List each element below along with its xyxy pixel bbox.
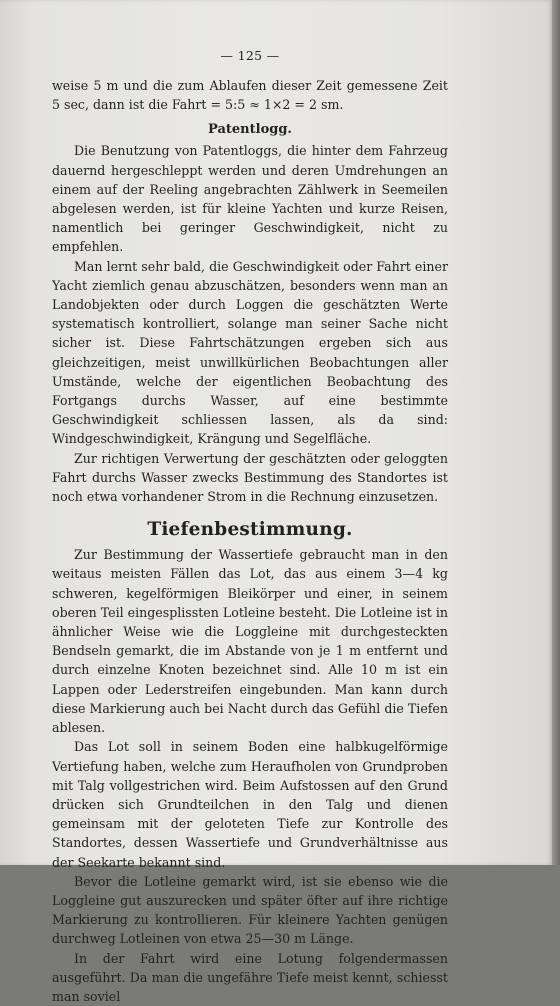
patentlogg-paragraph-2: Man lernt sehr bald, die Geschwindigkeit oder Fahrt einer Yacht ziemlich genau abzuschätzen, besonders wenn man an Landobjekten oder durch Loggen die geschätzten Werte systematisch kontrolliert, solange man seiner Sache nicht sicher ist. Diese Fahrtschätzungen ergeben sich aus gleichzeitigen, meist unwillkürlichen Beobachtungen aller Umstände, welche der eigentlichen Beobachtung des Fortgangs durchs Wasser, auf eine bestimmte Geschwindigkeit schliessen lassen, als da sind: Windgeschwindigkeit, Krängung und Segelfläche. (52, 258, 448, 447)
patentlogg-paragraph-3: Zur richtigen Verwertung der geschätzten oder geloggten Fahrt durchs Wasser zwecks Bestimmung des Standortes ist noch etwa vorhandener Strom in die Rechnung einzusetzen. (52, 450, 448, 505)
book-spine-edge (552, 0, 560, 865)
tiefenbestimmung-paragraph-4: In der Fahrt wird eine Lotung folgendermassen ausgeführt. Da man die ungefähre Tiefe meist kennt, schiesst man soviel (52, 950, 448, 1004)
tiefenbestimmung-paragraph-3: Bevor die Lotleine gemarkt wird, ist sie ebenso wie die Loggleine gut auszurecken und später öfter auf ihre richtige Markierung zu kontrollieren. Für kleinere Yachten genügen durchweg Lotleinen von etwa 25—30 m Länge. (52, 873, 448, 947)
heading-tiefenbestimmung: Tiefenbestimmung. (147, 519, 353, 541)
page-content (52, 46, 448, 1006)
page-number: — 125 — (220, 48, 280, 63)
patentlogg-paragraph-1: Die Benutzung von Patentloggs, die hinter dem Fahrzeug dauernd hergeschleppt werden und deren Umdrehungen an einem auf der Reeling angebrachten Zählwerk in Seemeilen abgelesen werden, ist für kleine Yachten und kurze Reisen, namentlich bei geringer Geschwindigkeit, nicht zu empfehlen. (52, 143, 448, 255)
tiefenbestimmung-paragraph-2: Das Lot soll in seinem Boden eine halbkugelförmige Vertiefung haben, welche zum Heraufholen von Grundproben mit Talg vollgestrichen wird. Beim Aufstossen auf den Grund drücken sich Grundteilchen in den Talg und dienen gemeinsam mit der geloteten Tiefe zur Kontrolle des Standortes, dessen Wassertiefe und Grundverhältnisse aus der Seekarte bekannt sind. (52, 739, 448, 870)
tiefenbestimmung-paragraph-1: Zur Bestimmung der Wassertiefe gebraucht man in den weitaus meisten Fällen das Lot, das aus einem 3—4 kg schweren, kegelförmigen Bleikörper und einer, in seinem oberen Teil eingesplissten Lotleine besteht. Die Lotleine ist in ähnlicher Weise wie die Loggleine mit durchgesteckten Bendseln gemarkt, die im Abstande von je 1 m entfernt und durch einzelne Knoten bezeichnet sind. Alle 10 m ist ein Lappen oder Lederstreifen eingebunden. Man kann durch diese Markierung auch bei Nacht durch das Gefühl die Tiefen ablesen. (52, 547, 448, 736)
heading-patentlogg: Patentlogg. (208, 122, 292, 138)
intro-paragraph: weise 5 m und die zum Ablaufen dieser Zeit gemessene Zeit 5 sec, dann ist die Fahrt = 5:5 ≈ 1×2 = 2 sm. (52, 78, 448, 113)
